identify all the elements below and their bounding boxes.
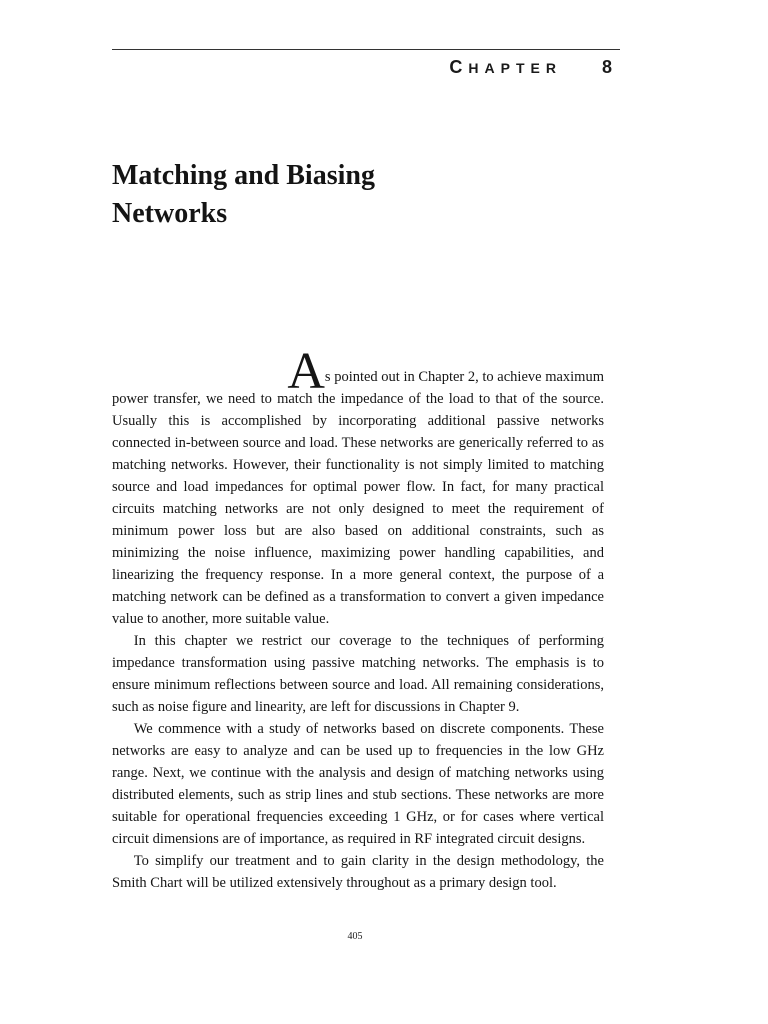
paragraph-2: In this chapter we restrict our coverage to the techniques of performing impedance transformation using passive matching networks. The emphasis is to ensure minimum reflections between source and load. All remaining considerations, such as noise figure and linearity, are left for discussions in Chapter 9. xyxy=(112,633,604,715)
chapter-label-rest: HAPTER xyxy=(468,60,562,76)
paragraph-1: power transfer, we need to match the impedance of the load to that of the source. Usually this is accomplished by incorporating additional passive networks connected in-between source and load. These networks are generically referred to as matching networks. However, their functionality is not simply limited to matching source and load impedances for optimal power flow. In fact, for many practical circuits matching networks are not only designed to meet the requirement of minimum power loss but are also based on additional constraints, such as minimizing the noise influence, maximizing power handling capabilities, and linearizing the frequency response. In a more general context, the purpose of a matching network can be defined as a transformation to convert a given impedance value to another, more suitable value. xyxy=(112,391,604,627)
header-rule xyxy=(112,49,620,50)
chapter-title xyxy=(112,157,512,233)
chapter-title-line-1: Matching and Biasing xyxy=(112,160,375,191)
chapter-label xyxy=(449,57,562,77)
chapter-title-line-2: Networks xyxy=(112,198,228,229)
chapter-number: 8 xyxy=(601,57,612,77)
page-number: 405 xyxy=(347,931,363,942)
chapter-heading xyxy=(449,56,612,79)
lead-line xyxy=(112,343,604,400)
lead-line-text: s pointed out in Chapter 2, to achieve maximum xyxy=(324,369,604,385)
drop-cap: A xyxy=(287,343,325,400)
chapter-body xyxy=(112,343,604,894)
chapter-label-cap: C xyxy=(449,57,469,77)
paragraph-4: To simplify our treatment and to gain clarity in the design methodology, the Smith Chart will be utilized extensively throughout as a primary design tool. xyxy=(112,853,604,891)
paragraph-3: We commence with a study of networks based on discrete components. These networks are easy to analyze and can be used up to frequencies in the low GHz range. Next, we continue with the analysis and design of matching networks using distributed elements, such as strip lines and stub sections. These networks are more suitable for operational frequencies exceeding 1 GHz, or for cases where vertical circuit dimensions are of importance, as required in RF integrated circuit designs. xyxy=(112,721,604,847)
